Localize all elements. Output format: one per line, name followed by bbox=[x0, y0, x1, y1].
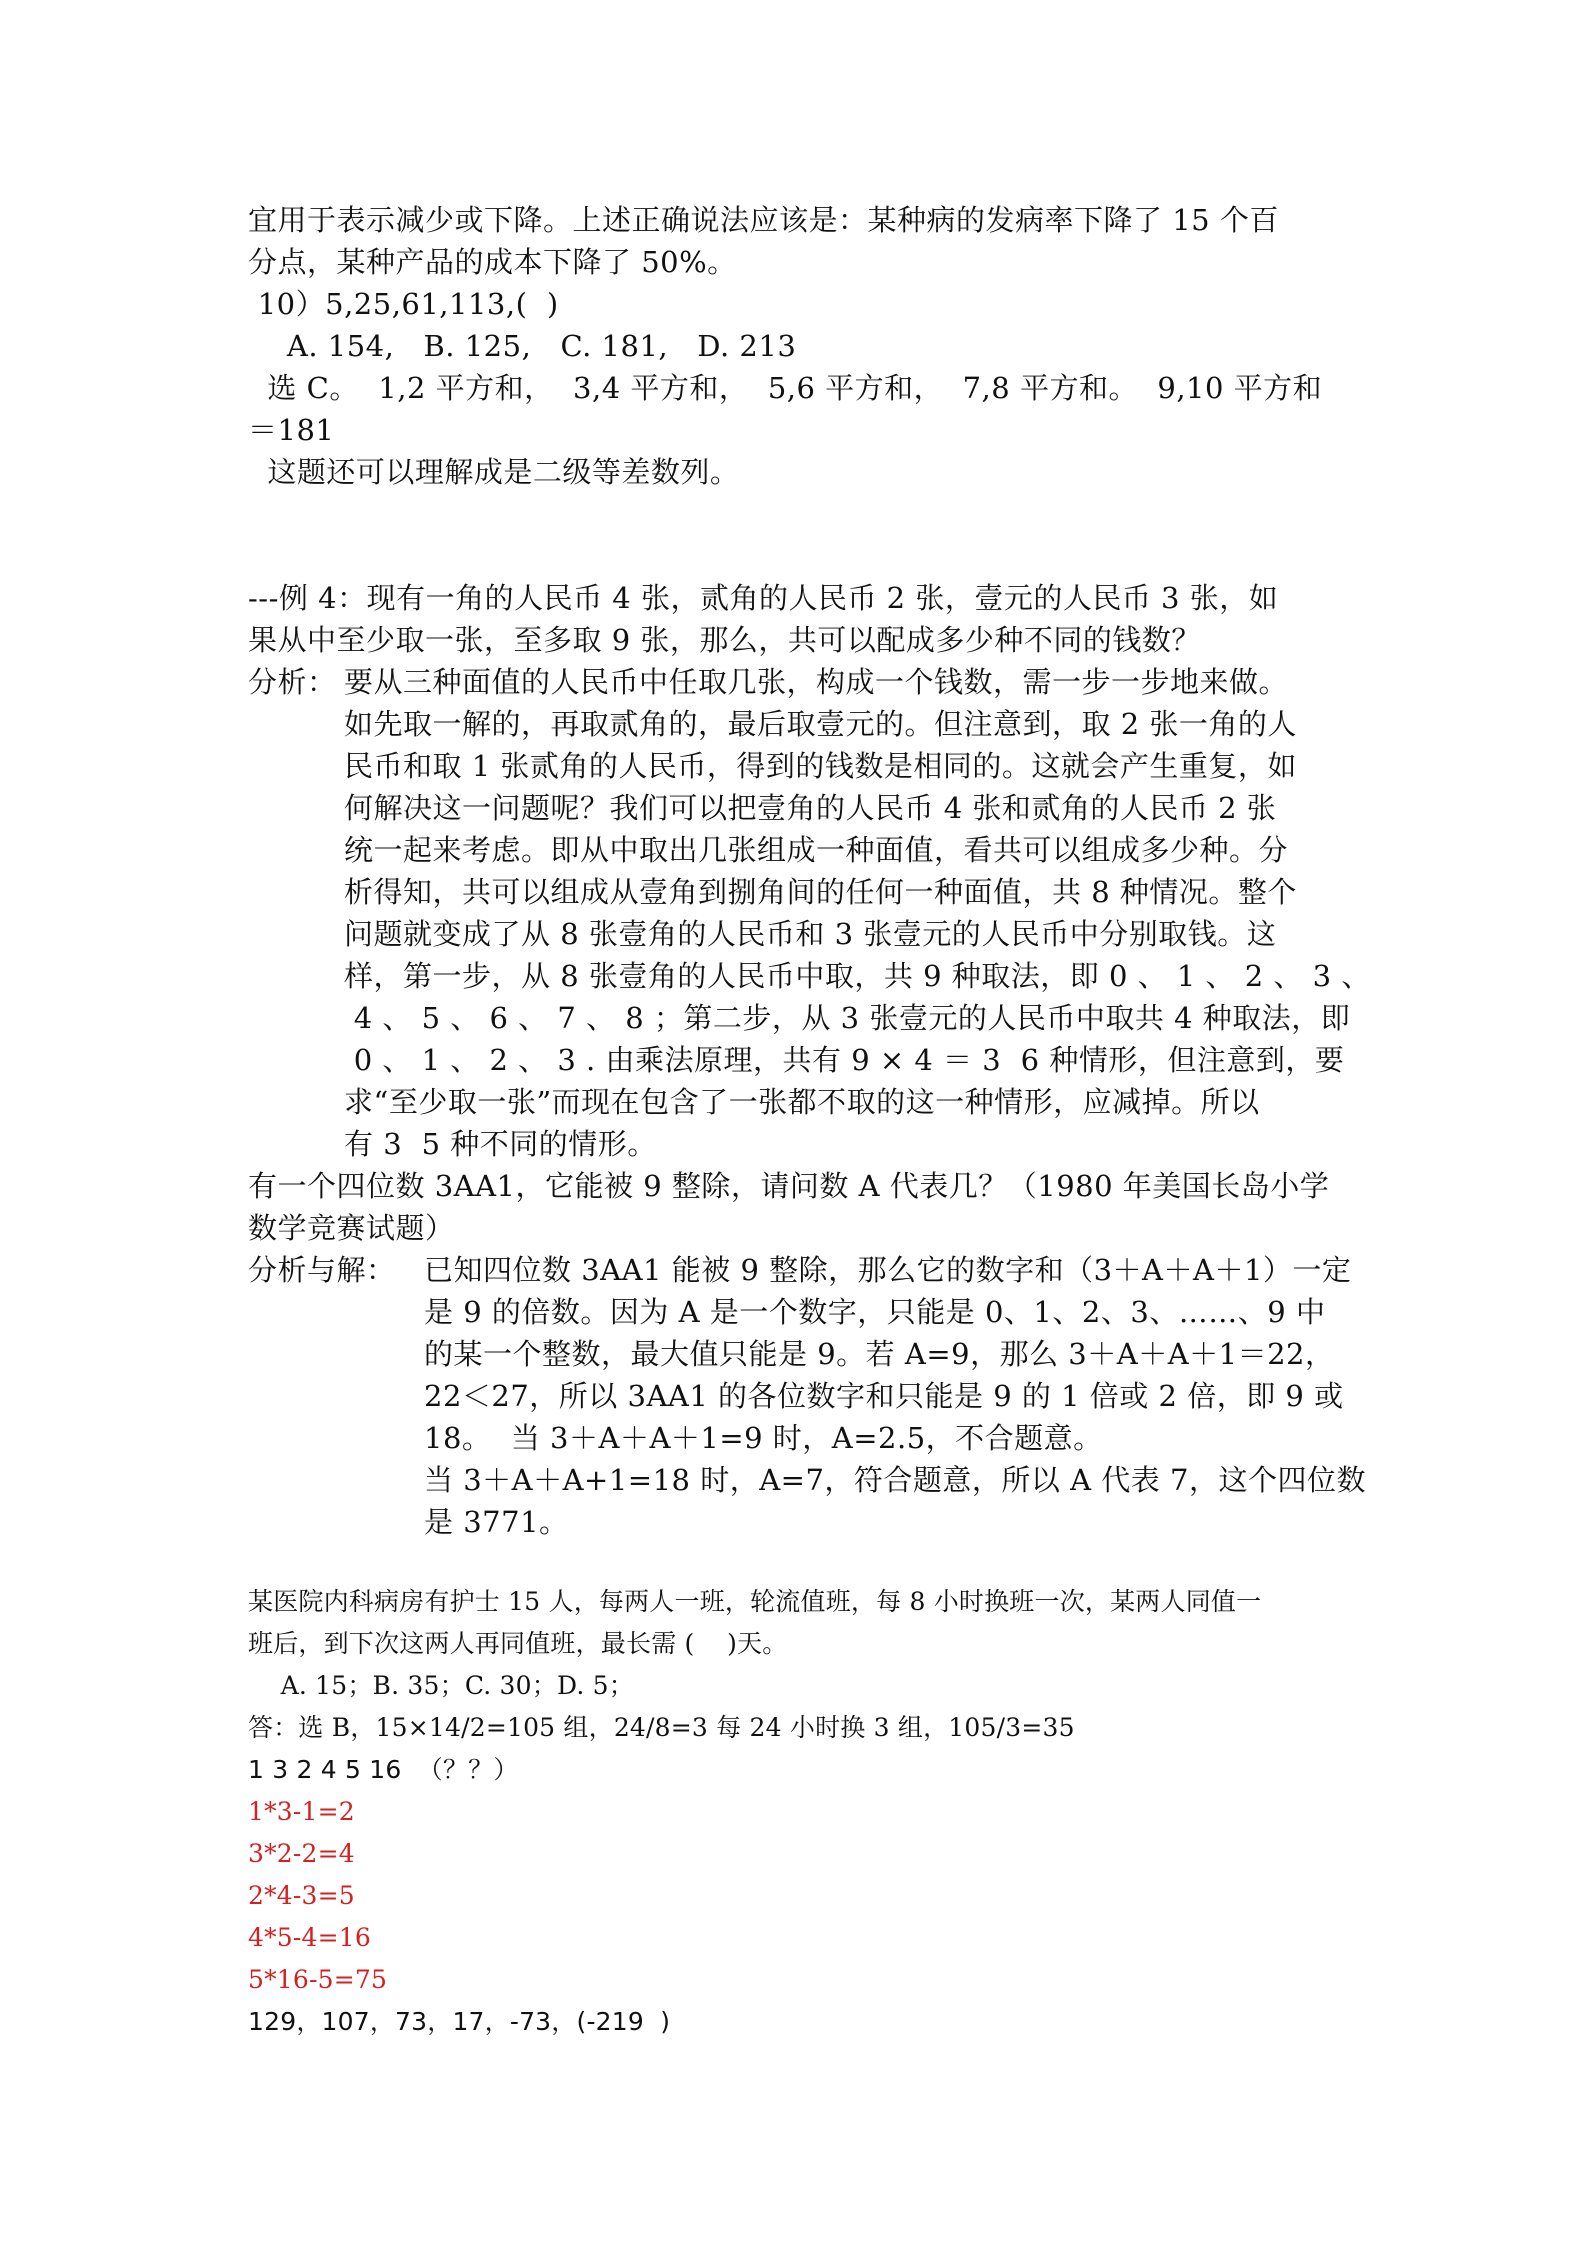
analysis-line: 22＜27，所以 3AA1 的各位数字和只能是 9 的 1 倍或 2 倍，即 9 或 bbox=[424, 1379, 1344, 1413]
nurse-question: 某医院内科病房有护士 15 人，每两人一班，轮流值班，每 8 小时换班一次，某两人同值一 bbox=[248, 1587, 1262, 1616]
analysis-line: 已知四位数 3AA1 能被 9 整除，那么它的数字和（3＋A＋A＋1）一定 bbox=[424, 1253, 1352, 1287]
analysis-line: 统一起来考虑。即从中取出几张组成一种面值，看共可以组成多少种。分 bbox=[344, 833, 1289, 867]
sequence-question: 1 3 2 4 5 16 （？？） bbox=[248, 1755, 519, 1784]
example-4-question: ---例 4：现有一角的人民币 4 张，贰角的人民币 2 张，壹元的人民币 3 张，如 bbox=[248, 581, 1279, 615]
analysis-label: 分析与解： bbox=[248, 1253, 396, 1287]
analysis-line: 是 9 的倍数。因为 A 是一个数字，只能是 0、1、2、3、……、9 中 bbox=[424, 1295, 1326, 1329]
sequence-step: 5*16-5=75 bbox=[248, 1965, 388, 1994]
analysis-line: 4 、 5 、 6 、 7 、 8 ；第二步，从 3 张壹元的人民币中取共 4 种取法，即 bbox=[344, 1001, 1351, 1035]
analysis-line: 有 3 5 种不同的情形。 bbox=[344, 1127, 657, 1161]
analysis-line: 0 、 1 、 2 、 3 . 由乘法原理，共有 9 × 4 ＝ 3 6 种情形，但注意到，要 bbox=[344, 1043, 1345, 1077]
analysis-line: 样，第一步，从 8 张壹角的人民币中取，共 9 种取法，即 0 、 1 、 2 、 3 、 bbox=[344, 959, 1371, 993]
analysis-line: 如先取一解的，再取贰角的，最后取壹元的。但注意到，取 2 张一角的人 bbox=[344, 707, 1297, 741]
analysis-line: 析得知，共可以组成从壹角到捌角间的任何一种面值，共 8 种情况。整个 bbox=[344, 875, 1297, 909]
question-10: 10）5,25,61,113,( ) bbox=[248, 287, 559, 321]
analysis-label: 分析： bbox=[248, 665, 337, 699]
nurse-options: A. 15；B. 35；C. 30；D. 5； bbox=[248, 1671, 634, 1700]
analysis-line: 是 3771。 bbox=[424, 1505, 569, 1539]
sequence-step: 4*5-4=16 bbox=[248, 1923, 372, 1952]
text-line: ＝181 bbox=[248, 413, 335, 447]
analysis-line: 18。 当 3＋A＋A＋1=9 时，A=2.5，不合题意。 bbox=[424, 1421, 1103, 1455]
analysis-line: 求“至少取一张”而现在包含了一张都不取的这一种情形，应减掉。所以 bbox=[344, 1085, 1260, 1119]
sequence-step: 1*3-1=2 bbox=[248, 1797, 355, 1826]
analysis-line: 当 3＋A＋A+1=18 时，A=7，符合题意，所以 A 代表 7，这个四位数 bbox=[424, 1463, 1366, 1497]
four-digit-question: 数学竞赛试题） bbox=[248, 1211, 455, 1245]
analysis-line: 要从三种面值的人民币中任取几张，构成一个钱数，需一步一步地来做。 bbox=[344, 665, 1289, 699]
analysis-line: 民币和取 1 张贰角的人民币，得到的钱数是相同的。这就会产生重复，如 bbox=[344, 749, 1297, 783]
question-10-options: A. 154, B. 125, C. 181, D. 213 bbox=[248, 329, 797, 363]
text-line: 宜用于表示减少或下降。上述正确说法应该是：某种病的发病率下降了 15 个百 bbox=[248, 203, 1279, 237]
sequence-step: 2*4-3=5 bbox=[248, 1881, 355, 1910]
text-line: 分点，某种产品的成本下降了 50%。 bbox=[248, 245, 737, 279]
question-10-answer: 选 C。 1,2 平方和， 3,4 平方和， 5,6 平方和， 7,8 平方和。 9,10 平方和 bbox=[248, 371, 1323, 405]
analysis-line: 何解决这一问题呢？我们可以把壹角的人民币 4 张和贰角的人民币 2 张 bbox=[344, 791, 1277, 825]
nurse-question: 班后，到下次这两人再同值班，最长需 ( )天。 bbox=[248, 1629, 788, 1658]
sequence-step: 3*2-2=4 bbox=[248, 1839, 355, 1868]
nurse-answer: 答：选 B，15×14/2=105 组，24/8=3 每 24 小时换 3 组，105/3=35 bbox=[248, 1713, 1075, 1742]
text-line: 这题还可以理解成是二级等差数列。 bbox=[248, 455, 740, 489]
sequence-question: 129，107，73，17，-73，(-219 ) bbox=[248, 2007, 671, 2036]
analysis-line: 的某一个整数，最大值只能是 9。若 A=9，那么 3＋A＋A＋1＝22， bbox=[424, 1337, 1335, 1371]
example-4-question: 果从中至少取一张，至多取 9 张，那么，共可以配成多少种不同的钱数？ bbox=[248, 623, 1201, 657]
four-digit-question: 有一个四位数 3AA1，它能被 9 整除，请问数 A 代表几？（1980 年美国长岛小学 bbox=[248, 1169, 1330, 1203]
analysis-line: 问题就变成了从 8 张壹角的人民币和 3 张壹元的人民币中分别取钱。这 bbox=[344, 917, 1277, 951]
